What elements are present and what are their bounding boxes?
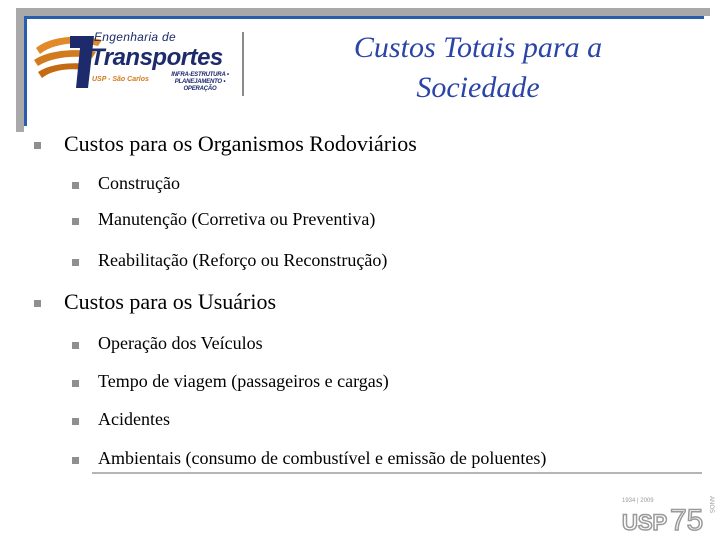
slide-title-line-1: Custos Totais para a (353, 31, 603, 64)
bullet-square-icon (72, 342, 79, 349)
bullet-square-icon (72, 457, 79, 464)
logo-sub-left-text: USP - São Carlos (92, 76, 149, 83)
list-item: Reabilitação (Reforço ou Reconstrução) (98, 250, 388, 270)
bullet-square-icon (72, 218, 79, 225)
logo-main-text: Transportes (90, 44, 223, 71)
usp-text: USP (622, 510, 668, 535)
bullet-square-icon (72, 380, 79, 387)
list-item: Construção (98, 173, 180, 193)
list-item: Operação dos Veículos (98, 333, 263, 353)
list-item: Tempo de viagem (passageiros e cargas) (98, 371, 389, 391)
footer-rule (92, 472, 702, 474)
slide-title-line-2: Sociedade (416, 71, 540, 104)
section-heading: Custos para os Organismos Rodoviários (64, 131, 417, 156)
bullet-square-icon (34, 142, 41, 149)
bullet-square-icon (72, 182, 79, 189)
usp-anos-text: ANOS (708, 496, 714, 514)
list-item: Acidentes (98, 409, 170, 429)
logo-small-text: Engenharia de (94, 30, 176, 44)
list-item: Manutenção (Corretiva ou Preventiva) (98, 209, 376, 229)
list-item: Ambientais (consumo de combustível e emissão de poluentes) (98, 448, 547, 468)
bullet-square-icon (72, 418, 79, 425)
usp-75-text: 75 (670, 504, 704, 536)
section-heading: Custos para os Usuários (64, 289, 277, 314)
bullet-square-icon (34, 300, 41, 307)
bullet-square-icon (72, 259, 79, 266)
usp-75-anos-logo (620, 492, 716, 536)
logo-sub-right-text: INFRA-ESTRUTURA • PLANEJAMENTO • OPERAÇÃO (171, 72, 229, 92)
usp-75-emblem-icon (620, 492, 716, 536)
usp-dates-text: 1934 | 2009 (622, 498, 654, 504)
